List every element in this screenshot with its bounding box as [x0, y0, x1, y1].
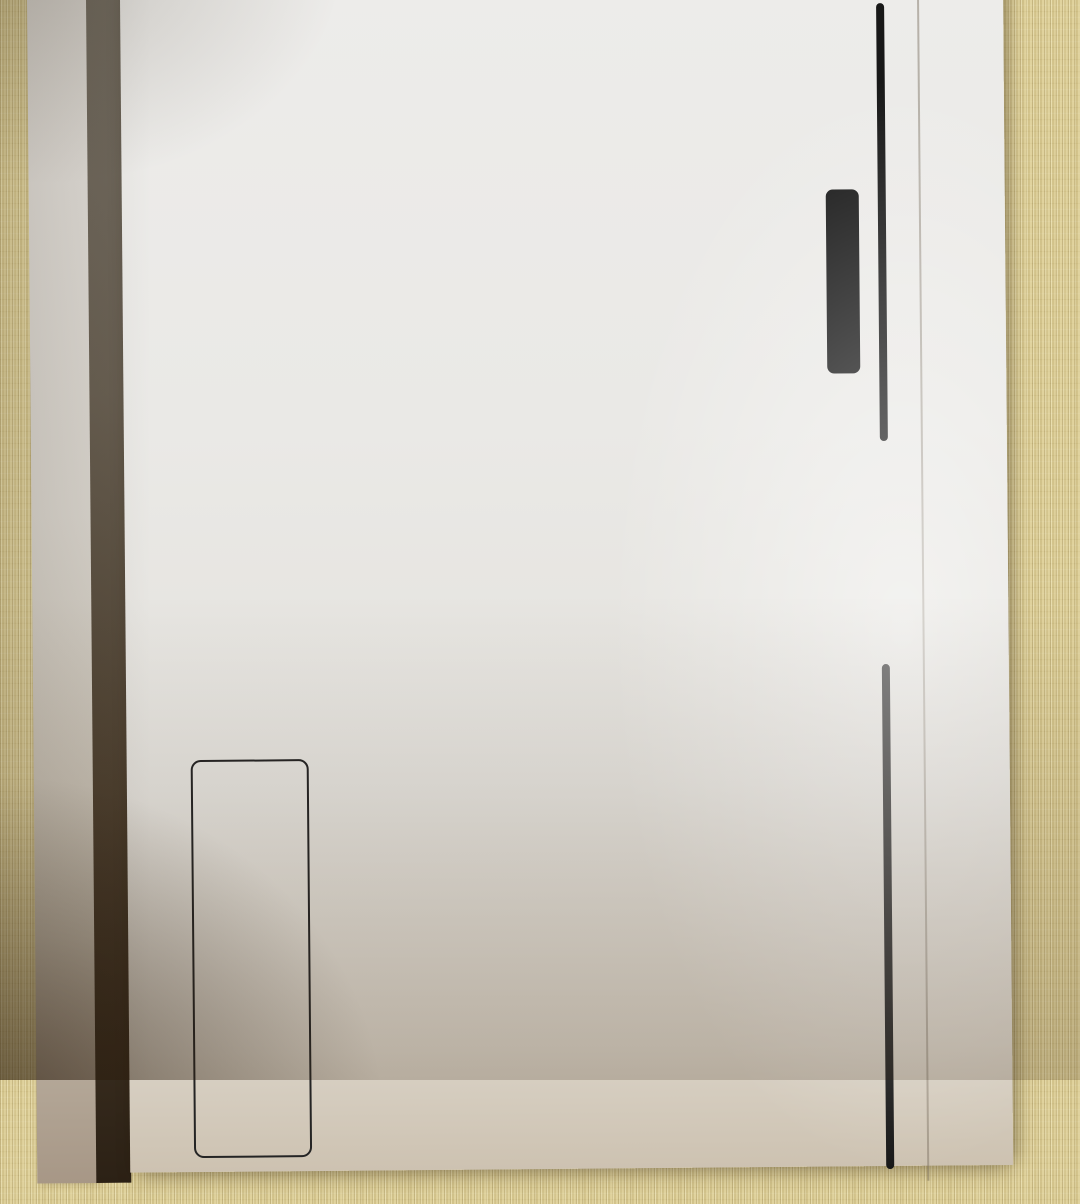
series-badge [826, 189, 861, 373]
publisher-box [191, 759, 312, 1158]
publisher-main-row [266, 775, 305, 1143]
